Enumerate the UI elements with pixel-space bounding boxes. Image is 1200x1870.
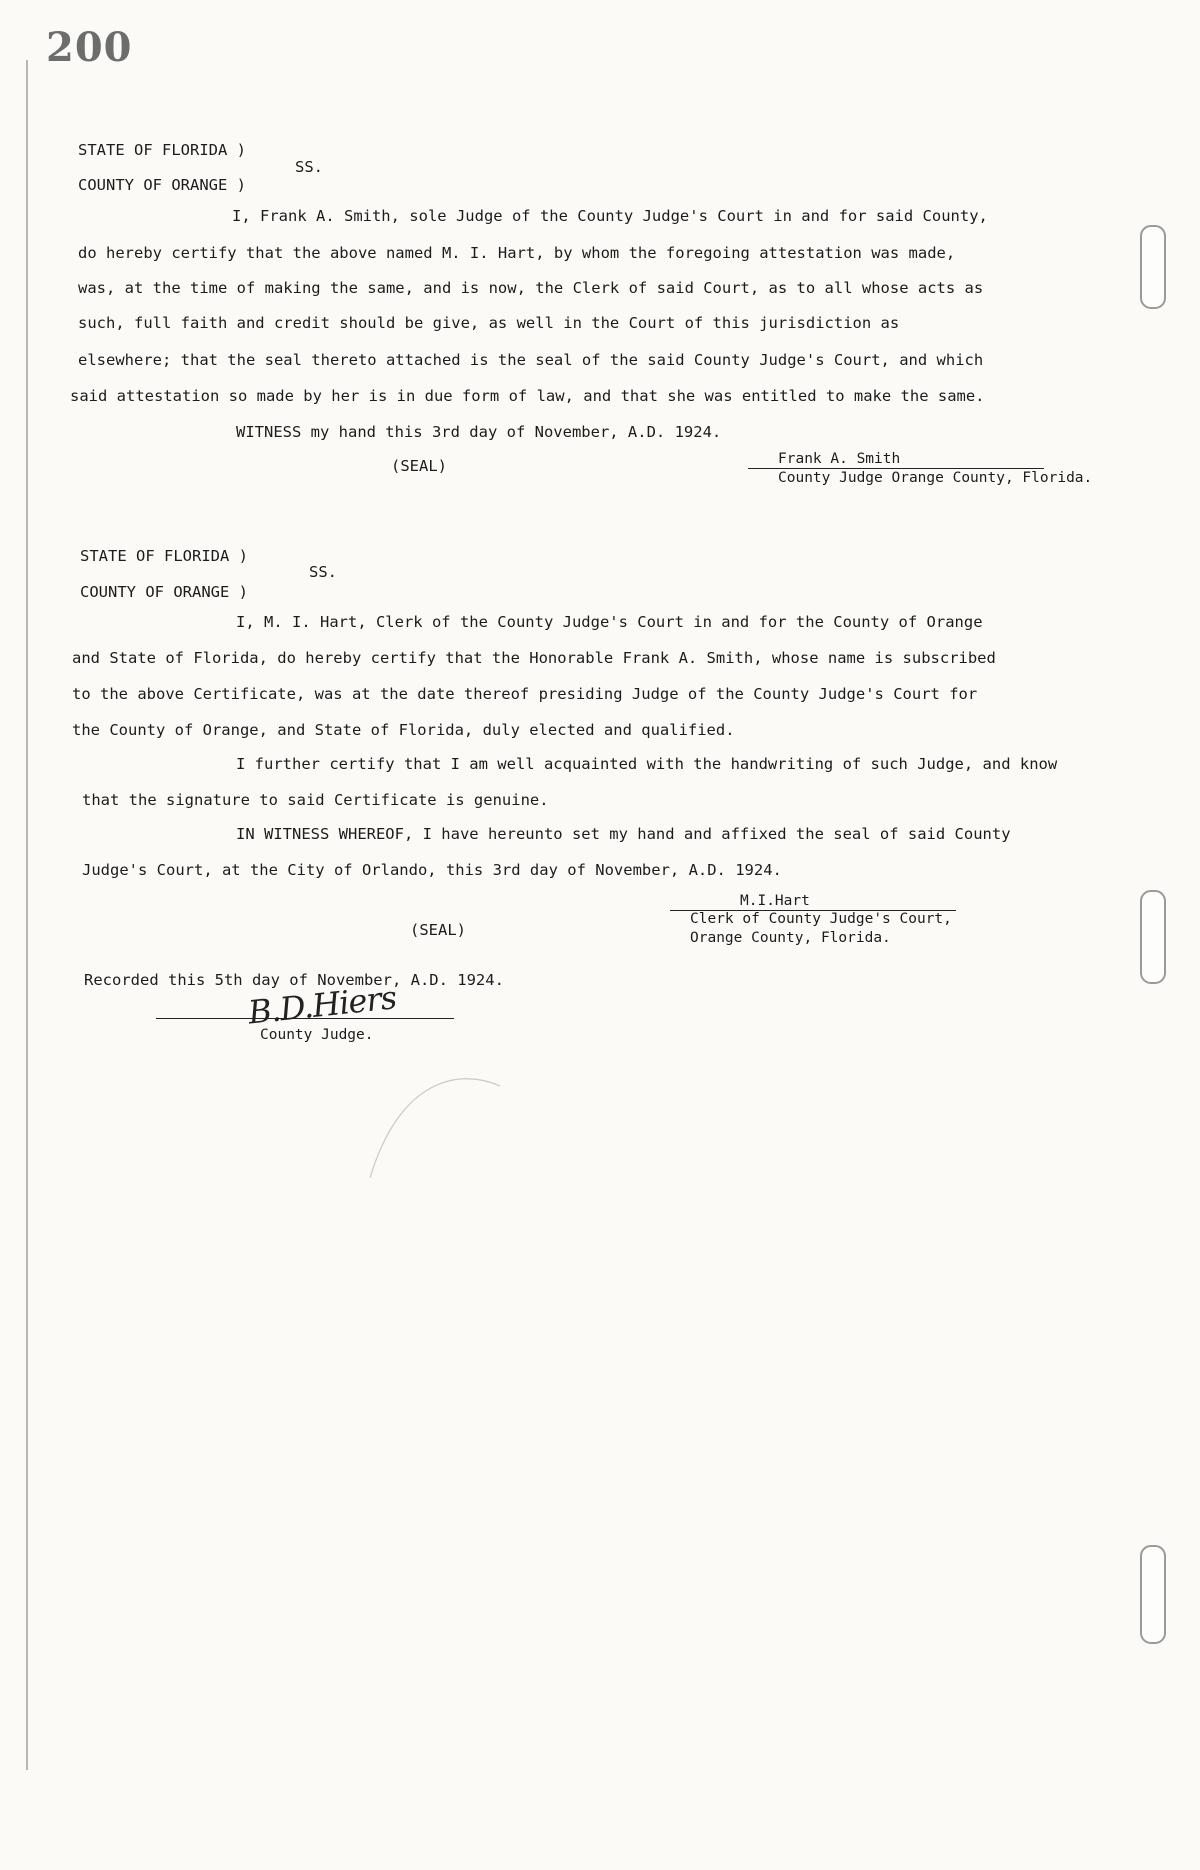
signer-name: M.I.Hart	[740, 893, 810, 909]
witness-line: Judge's Court, at the City of Orlando, this 3rd day of November, A.D. 1924.	[82, 861, 782, 879]
recorded-line: Recorded this 5th day of November, A.D. 1924.	[84, 971, 504, 989]
signer-title: Clerk of County Judge's Court,	[690, 911, 952, 927]
body-line: to the above Certificate, was at the date thereof presiding Judge of the County Judge's Court for	[72, 685, 978, 703]
state-caption: STATE OF FLORIDA )	[78, 141, 246, 159]
ss-mark: SS.	[295, 158, 323, 176]
body-line: do hereby certify that the above named M. I. Hart, by whom the foregoing attestation was made,	[78, 244, 956, 262]
pencil-mark	[360, 1068, 510, 1188]
signer-name: Frank A. Smith	[778, 451, 901, 467]
seal-mark: (SEAL)	[391, 457, 447, 475]
signer-title: County Judge Orange County, Florida.	[778, 470, 1093, 486]
binder-ring-icon	[1140, 890, 1166, 984]
state-caption: STATE OF FLORIDA )	[80, 547, 248, 565]
page-number: 200	[46, 24, 133, 71]
further-line: that the signature to said Certificate is genuine.	[82, 791, 549, 809]
signer-title: County Judge.	[260, 1027, 374, 1043]
binder-ring-icon	[1140, 225, 1166, 309]
signer-title: Orange County, Florida.	[690, 930, 891, 946]
witness-line: IN WITNESS WHEREOF, I have hereunto set my hand and affixed the seal of said County	[236, 825, 1011, 843]
body-line: elsewhere; that the seal thereto attached is the seal of the said County Judge's Court, and which	[78, 351, 984, 369]
body-line: I, Frank A. Smith, sole Judge of the County Judge's Court in and for said County,	[232, 207, 988, 225]
body-line: said attestation so made by her is in due form of law, and that she was entitled to make the same.	[70, 387, 985, 405]
county-caption: COUNTY OF ORANGE )	[78, 176, 246, 194]
ss-mark: SS.	[309, 563, 337, 581]
body-line: was, at the time of making the same, and is now, the Clerk of said Court, as to all whose acts as	[78, 279, 984, 297]
county-caption: COUNTY OF ORANGE )	[80, 583, 248, 601]
seal-mark: (SEAL)	[410, 921, 466, 939]
body-line: I, M. I. Hart, Clerk of the County Judge's Court in and for the County of Orange	[236, 613, 983, 631]
further-line: I further certify that I am well acquainted with the handwriting of such Judge, and know	[236, 755, 1058, 773]
page-binding-edge	[26, 60, 28, 1770]
witness-line: WITNESS my hand this 3rd day of November, A.D. 1924.	[236, 423, 722, 441]
body-line: such, full faith and credit should be give, as well in the Court of this jurisdiction as	[78, 314, 900, 332]
binder-ring-icon	[1140, 1545, 1166, 1644]
signature-line	[156, 1018, 454, 1019]
body-line: the County of Orange, and State of Florida, duly elected and qualified.	[72, 721, 735, 739]
body-line: and State of Florida, do hereby certify that the Honorable Frank A. Smith, whose name is subscribed	[72, 649, 996, 667]
handwritten-signature: B.D.Hiers	[246, 978, 398, 1032]
